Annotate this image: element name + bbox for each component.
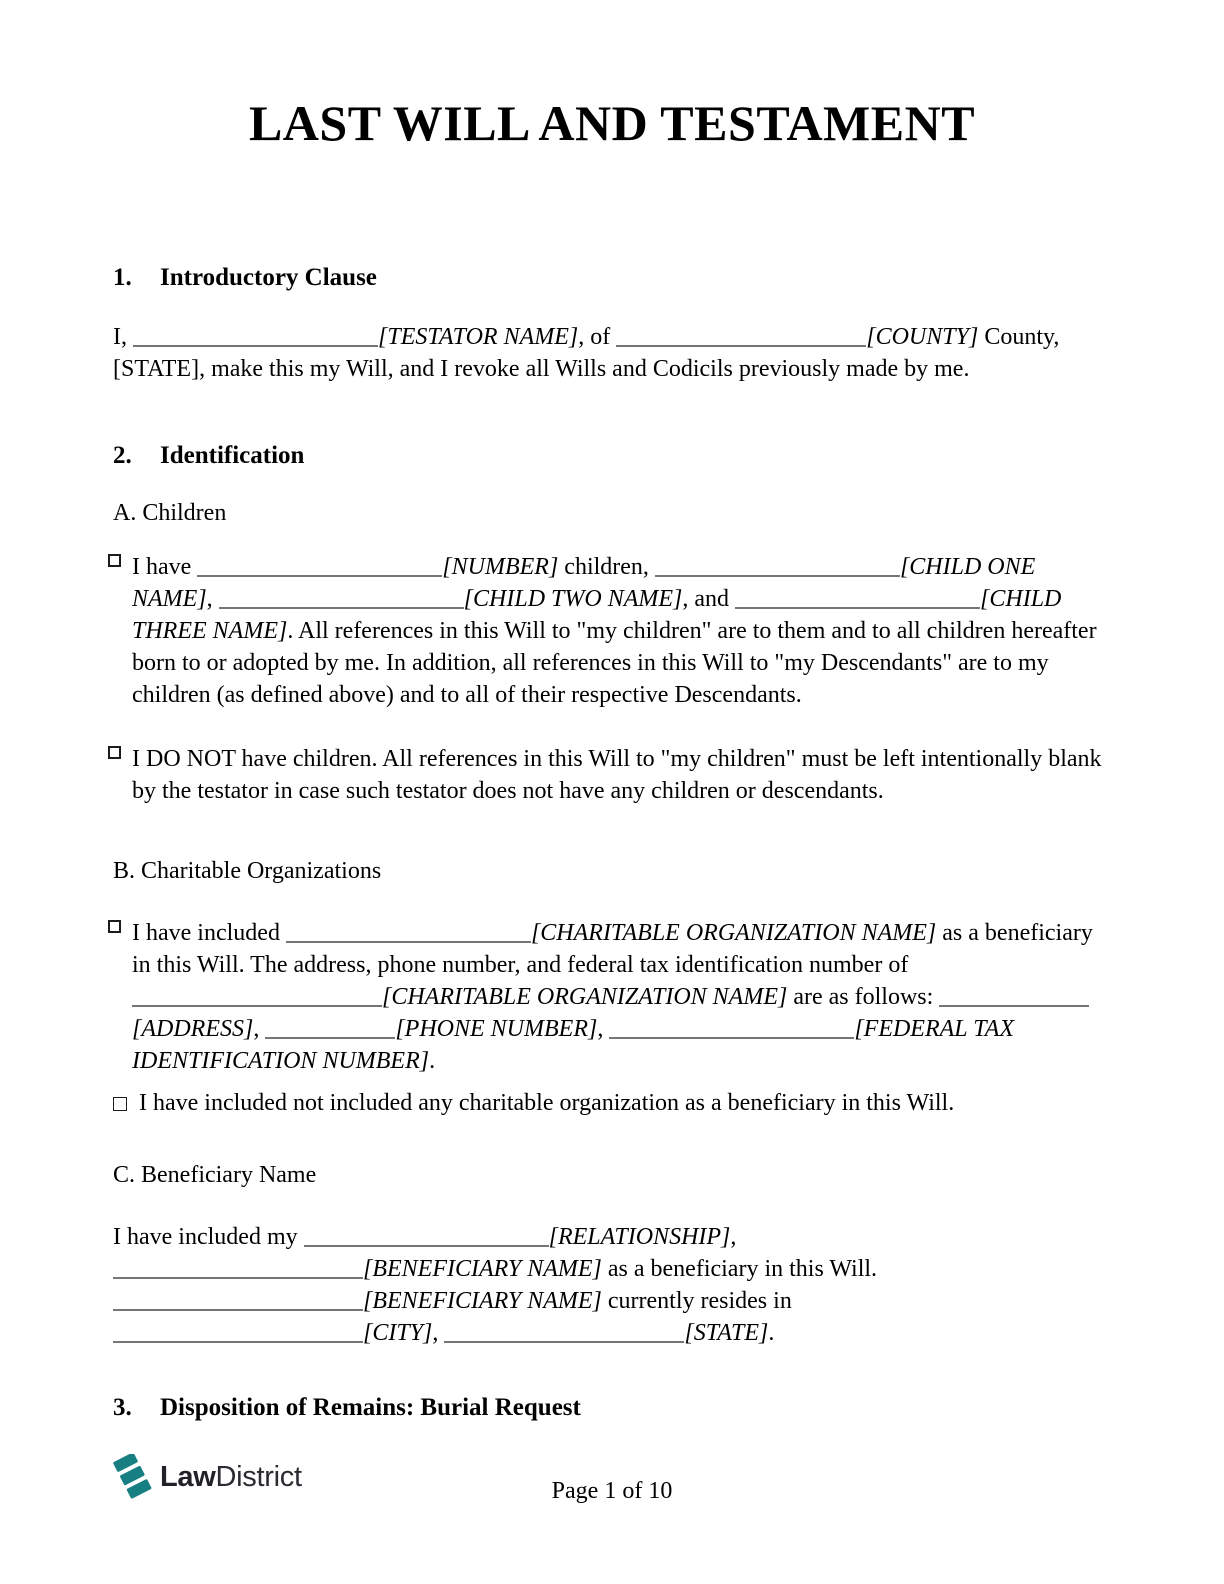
text-run: are as follows: <box>787 984 940 1010</box>
paragraph <box>113 1221 1111 1349</box>
text-run: I have included <box>132 920 286 946</box>
document-body <box>113 263 1111 1423</box>
text-run: , <box>206 586 219 612</box>
checkbox[interactable] <box>113 1097 127 1111</box>
text-run: I have <box>132 554 198 580</box>
fill-in-blank[interactable] <box>655 575 900 577</box>
page-footer <box>113 1452 1111 1516</box>
text-run: as a beneficiary in this Will. <box>601 1256 878 1282</box>
section-heading <box>113 263 1111 293</box>
text-run: , <box>597 1016 610 1042</box>
text-run: I have included my <box>113 1224 304 1250</box>
section-title: Introductory Clause <box>160 264 377 291</box>
fill-in-blank[interactable] <box>132 1005 382 1007</box>
document-title: LAST WILL AND TESTAMENT <box>248 95 976 151</box>
fill-in-blank[interactable] <box>265 1037 395 1039</box>
checkbox-option <box>113 917 1111 1077</box>
text-run: children (as defined above) and to all of their respective Descendants. <box>132 682 802 708</box>
checkbox-option <box>113 743 1111 807</box>
paragraph <box>113 321 1111 385</box>
text-run: by the testator in case such testator does not have any children or descendants. <box>132 778 884 804</box>
text-run: I DO NOT have children. All references in this Will to "my children" must be left intentionally blank <box>132 746 1102 772</box>
subsection-label: B. Charitable Organizations <box>113 858 382 884</box>
field-placeholder: [CITY] <box>363 1320 433 1346</box>
field-placeholder: [STATE] <box>684 1320 769 1346</box>
field-placeholder: [CHARITABLE ORGANIZATION NAME] <box>530 920 937 946</box>
text-run: , <box>730 1224 737 1250</box>
text-run: children, <box>558 554 655 580</box>
field-placeholder: [NUMBER] <box>442 554 559 580</box>
text-run: born to or adopted by me. In addition, all references in this Will to "my Descendants" are to my <box>132 650 1049 676</box>
brand-law-text: Law <box>160 1460 216 1493</box>
checkbox[interactable] <box>108 920 121 933</box>
field-placeholder: [BENEFICIARY NAME] <box>363 1256 602 1282</box>
field-placeholder: [BENEFICIARY NAME] <box>363 1288 602 1314</box>
field-placeholder: [CHILD ONE <box>899 554 1036 580</box>
field-placeholder: NAME] <box>132 586 207 612</box>
text-run: . <box>768 1320 775 1346</box>
text-run: . All references in this Will to "my children" are to them and to all children hereafter <box>287 618 1097 644</box>
text-run: as a beneficiary <box>936 920 1093 946</box>
fill-in-blank[interactable] <box>609 1037 854 1039</box>
fill-in-blank[interactable] <box>616 345 866 347</box>
fill-in-blank[interactable] <box>133 345 378 347</box>
brand-district-text: District <box>215 1460 302 1493</box>
field-placeholder: [COUNTY] <box>866 324 979 350</box>
section-number: 1. <box>113 264 132 291</box>
text-run: I have included not included any charitable organization as a beneficiary in this Will. <box>139 1090 955 1116</box>
text-run: currently resides in <box>601 1288 792 1314</box>
fill-in-blank[interactable] <box>219 607 464 609</box>
field-placeholder: [TESTATOR NAME] <box>378 324 579 350</box>
checkbox-option <box>113 551 1111 711</box>
text-run: . <box>429 1048 436 1074</box>
section-number: 3. <box>113 1394 132 1421</box>
section-title: Identification <box>160 442 305 469</box>
field-placeholder: THREE NAME] <box>132 618 288 644</box>
checkbox[interactable] <box>108 554 121 567</box>
checkbox[interactable] <box>108 746 121 759</box>
field-placeholder: [RELATIONSHIP] <box>548 1224 731 1250</box>
field-placeholder: [FEDERAL TAX <box>854 1016 1015 1042</box>
page-number-label: Page 1 of 10 <box>551 1478 673 1504</box>
fill-in-blank[interactable] <box>113 1341 363 1343</box>
field-placeholder: [CHILD TWO NAME] <box>463 586 683 612</box>
subsection-label: C. Beneficiary Name <box>113 1162 317 1188</box>
section-heading <box>113 441 1111 471</box>
field-placeholder: [CHARITABLE ORGANIZATION NAME] <box>382 984 788 1010</box>
text-run: in this Will. The address, phone number, and federal tax identification number of <box>132 952 909 978</box>
section-title: Disposition of Remains: Burial Request <box>160 1394 581 1421</box>
text-run: , and <box>682 586 736 612</box>
fill-in-blank[interactable] <box>286 941 531 943</box>
checkbox-option <box>113 1087 1111 1119</box>
section-heading <box>113 1393 1111 1423</box>
fill-in-blank[interactable] <box>113 1309 363 1311</box>
field-placeholder: IDENTIFICATION NUMBER] <box>132 1048 430 1074</box>
fill-in-blank[interactable] <box>113 1277 363 1279</box>
field-placeholder: [ADDRESS] <box>132 1016 254 1042</box>
text-run: , <box>432 1320 445 1346</box>
fill-in-blank[interactable] <box>735 607 980 609</box>
subsection-label: A. Children <box>113 500 227 526</box>
fill-in-blank[interactable] <box>304 1245 549 1247</box>
fill-in-blank[interactable] <box>939 1005 1089 1007</box>
text-run: [STATE], make this my Will, and I revoke all Wills and Codicils previously made by me. <box>113 356 970 382</box>
fill-in-blank[interactable] <box>197 575 442 577</box>
text-run: I, <box>113 324 133 350</box>
field-placeholder: [PHONE NUMBER] <box>395 1016 598 1042</box>
text-run: , of <box>578 324 617 350</box>
text-run: County, <box>978 324 1060 350</box>
fill-in-blank[interactable] <box>444 1341 684 1343</box>
field-placeholder: [CHILD <box>980 586 1062 612</box>
section-number: 2. <box>113 442 132 469</box>
text-run: , <box>253 1016 266 1042</box>
